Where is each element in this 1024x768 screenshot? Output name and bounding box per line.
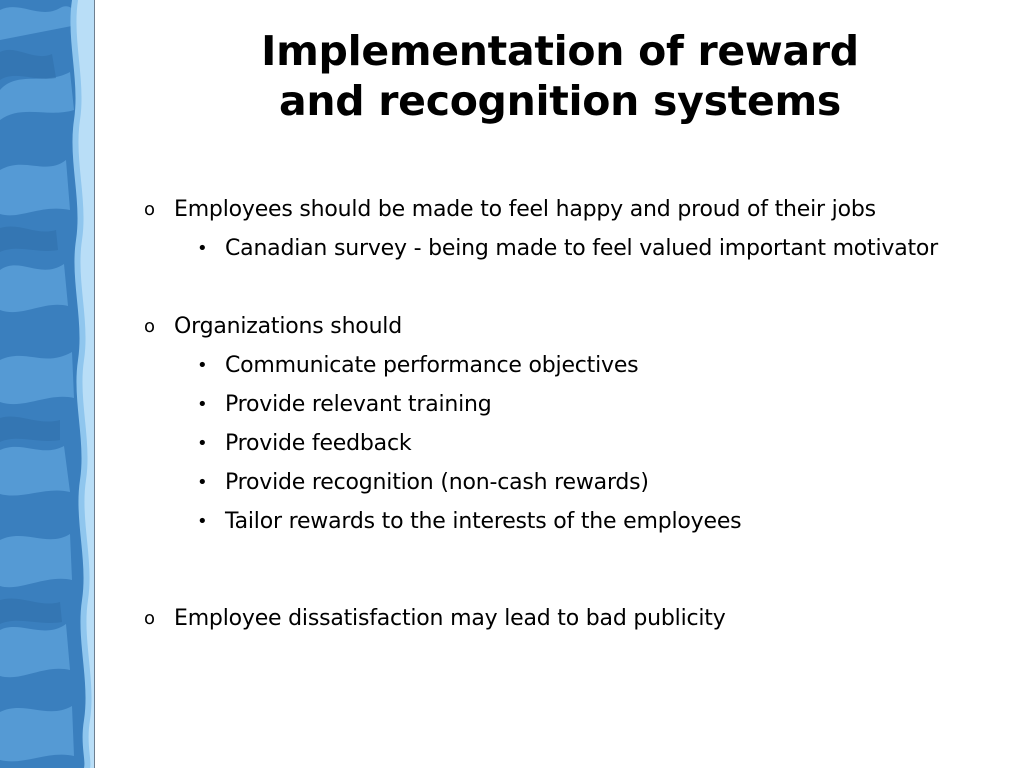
bullet-text: Employee dissatisfaction may lead to bad publicity (174, 606, 726, 631)
dot-bullet-icon: • (197, 394, 208, 415)
dot-bullet-icon: • (197, 433, 208, 454)
sub-bullet-training (197, 391, 492, 419)
sub-bullet-recognition (197, 469, 649, 497)
bullet-text: Canadian survey - being made to feel valued important motivator (225, 236, 939, 261)
decorative-side-art (0, 0, 100, 768)
slide-content (94, 0, 1024, 768)
dot-bullet-icon: • (197, 238, 208, 259)
dot-bullet-icon: • (197, 355, 208, 376)
bullet-text: Provide feedback (225, 431, 412, 456)
hollow-circle-bullet-icon: o (144, 608, 155, 629)
bullet-employees-happy (144, 196, 876, 224)
title-line-2: and recognition systems (278, 77, 841, 125)
bullet-text: Employees should be made to feel happy and proud of their jobs (174, 197, 876, 222)
sub-bullet-tailor-rewards (197, 508, 742, 536)
bullet-text: Organizations should (174, 314, 402, 339)
dot-bullet-icon: • (197, 472, 208, 493)
sub-bullet-canadian-survey (197, 235, 939, 263)
bullet-organizations-should (144, 313, 402, 341)
sub-bullet-communicate (197, 352, 639, 380)
title-line-1: Implementation of reward (261, 27, 859, 75)
bullet-dissatisfaction (144, 605, 726, 633)
hollow-circle-bullet-icon: o (144, 316, 155, 337)
sub-bullet-feedback (197, 430, 412, 458)
bullet-text: Provide recognition (non-cash rewards) (225, 470, 649, 495)
bullet-text: Communicate performance objectives (225, 353, 639, 378)
hollow-circle-bullet-icon: o (144, 199, 155, 220)
dot-bullet-icon: • (197, 511, 208, 532)
bullet-text: Tailor rewards to the interests of the employees (225, 509, 742, 534)
bullet-text: Provide relevant training (225, 392, 492, 417)
slide-title (95, 26, 1024, 126)
